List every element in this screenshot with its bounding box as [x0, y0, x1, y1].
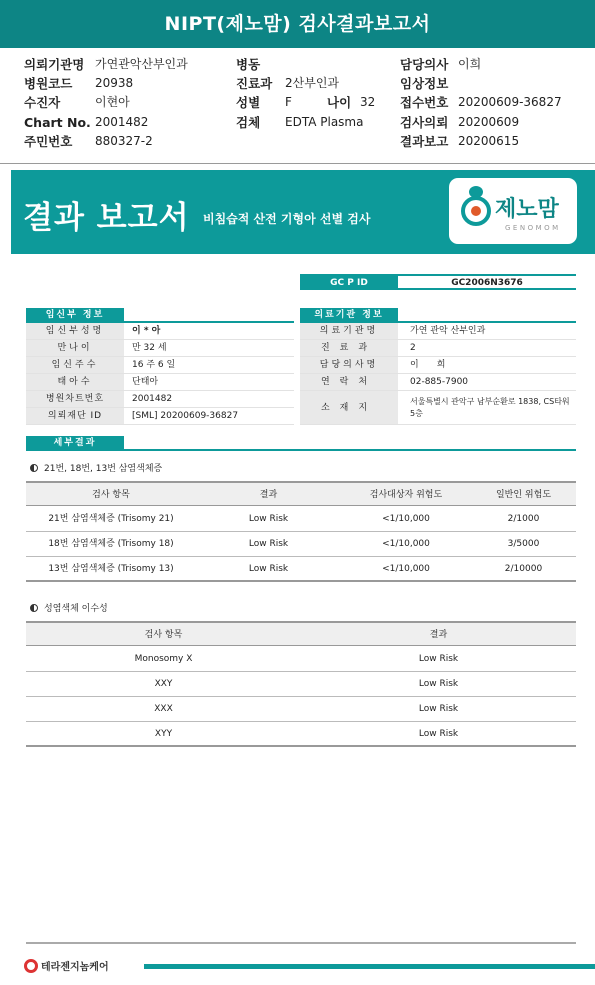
- institution-value: 02-885-7900: [410, 377, 469, 387]
- details-header-line: [26, 449, 576, 451]
- hospital-value: 가연관악산부인과: [95, 57, 188, 71]
- reception-label: 접수번호: [400, 95, 449, 110]
- logo-mother-icon: [461, 196, 491, 226]
- report-date-value: 20200615: [458, 134, 520, 148]
- table-cell: Low Risk: [248, 514, 289, 524]
- gcpid-value: GC2006N3676: [451, 278, 523, 288]
- result-banner: [11, 170, 595, 254]
- meta-divider: [0, 163, 595, 164]
- request-value: 20200609: [458, 115, 520, 129]
- specimen-label: 검체: [236, 115, 261, 130]
- patient-key: 임신부성명: [26, 323, 124, 339]
- rrn-label: 주민번호: [24, 134, 73, 149]
- table-header: [26, 481, 576, 506]
- code-label: 병원코드: [24, 76, 73, 91]
- institution-value: 가연 관악 산부인과: [410, 326, 486, 336]
- sex-label: 성별: [236, 95, 261, 110]
- footer-divider: [26, 942, 576, 944]
- patient-info-table: [26, 323, 294, 425]
- patient-value: 2001482: [132, 394, 173, 404]
- table-cell: 18번 삼염색체증 (Trisomy 18): [48, 539, 174, 549]
- institution-key: 진료과: [300, 340, 398, 356]
- section2-title: [30, 601, 108, 614]
- table-cell: <1/10,000: [382, 564, 430, 574]
- report-date-label: 결과보고: [400, 134, 449, 149]
- banner-title: 결과 보고서: [23, 200, 190, 236]
- institution-row: [300, 374, 576, 391]
- patient-key: 의뢰재단 ID: [26, 408, 124, 424]
- table-cell: Low Risk: [248, 539, 289, 549]
- patient-value: [SML] 20200609-36827: [132, 411, 239, 421]
- header-cell: 결과: [259, 490, 278, 500]
- logo-subtext: GENOMOM: [505, 224, 561, 232]
- table-cell: <1/10,000: [382, 514, 430, 524]
- report-title: NIPT(제노맘) 검사결과보고서: [0, 0, 595, 48]
- dept-value: 2산부인과: [285, 76, 340, 90]
- report-meta: [0, 52, 595, 162]
- table-cell: Low Risk: [418, 704, 459, 714]
- table-row: [26, 672, 576, 697]
- patient-value: 단태아: [132, 377, 159, 387]
- table-row: [26, 507, 576, 532]
- patient-value: 이 * 아: [132, 326, 161, 336]
- doctor-value: 이희: [458, 57, 482, 71]
- receiver-value: 이현아: [95, 95, 130, 109]
- table-cell: Monosomy X: [134, 654, 193, 664]
- patient-row: [26, 374, 294, 391]
- patient-row: [26, 323, 294, 340]
- institution-value: 이 희: [410, 360, 446, 370]
- sex-value: F: [285, 95, 292, 109]
- code-value: 20938: [95, 76, 134, 90]
- section2-title-text: 성염색체 이수성: [44, 604, 108, 614]
- patient-key: 태아수: [26, 374, 124, 390]
- table-cell: Low Risk: [418, 679, 459, 689]
- specimen-value: EDTA Plasma: [285, 115, 364, 129]
- header-cell: 검사 항목: [92, 490, 130, 500]
- patient-info-header: 임신부 정보: [26, 308, 124, 322]
- section1-title-text: 21번, 18번, 13번 삼염색체증: [44, 464, 163, 474]
- table-cell: Low Risk: [418, 729, 459, 739]
- company-name: 테라젠지놈케어: [41, 962, 109, 973]
- header-cell: 결과: [429, 630, 448, 640]
- clinical-label: 임상정보: [400, 76, 449, 91]
- table-cell: XXX: [154, 704, 173, 714]
- institution-value: 서울특별시 관악구 남부순환로 1838, CS타워 5층: [410, 397, 570, 418]
- age-value: 32: [360, 95, 376, 109]
- patient-value: 16 주 6 일: [132, 360, 176, 370]
- table-cell: 3/5000: [507, 539, 540, 549]
- patient-value: 만 32 세: [132, 343, 167, 353]
- table-row: [26, 647, 576, 672]
- patient-row: [26, 408, 294, 425]
- table-cell: 2/1000: [507, 514, 540, 524]
- table-cell: 2/10000: [504, 564, 543, 574]
- header-cell: 검사대상자 위험도: [369, 490, 443, 500]
- institution-row: [300, 340, 576, 357]
- table-cell: Low Risk: [418, 654, 459, 664]
- rrn-value: 880327-2: [95, 134, 153, 148]
- table-cell: XYY: [154, 729, 173, 739]
- patient-key: 만나이: [26, 340, 124, 356]
- patient-row: [26, 357, 294, 374]
- institution-key: 담당의사명: [300, 357, 398, 373]
- half-circle-bullet-icon: [30, 464, 38, 472]
- institution-info-header: 의료기관 정보: [300, 308, 398, 322]
- table-cell: XXY: [154, 679, 173, 689]
- patient-row: [26, 391, 294, 408]
- doctor-label: 담당의사: [400, 57, 449, 72]
- table-cell: 21번 삼염색체증 (Trisomy 21): [48, 514, 174, 524]
- logo-text: 제노맘: [495, 197, 559, 222]
- table-cell: <1/10,000: [382, 539, 430, 549]
- table-cell: 13번 삼염색체증 (Trisomy 13): [48, 564, 174, 574]
- ward-label: 병동: [236, 57, 261, 72]
- patient-row: [26, 340, 294, 357]
- institution-key: 의료기관명: [300, 323, 398, 339]
- genomom-logo: [449, 178, 577, 244]
- chart-label: Chart No.: [24, 115, 91, 130]
- header-cell: 일반인 위험도: [495, 490, 552, 500]
- table-row: [26, 557, 576, 582]
- gcpid-box: [300, 274, 576, 290]
- trisomy-table: [26, 481, 576, 582]
- receiver-label: 수진자: [24, 95, 61, 110]
- table-header: [26, 621, 576, 646]
- details-header: 세부결과: [26, 436, 124, 450]
- table-row: [26, 697, 576, 722]
- institution-row: [300, 323, 576, 340]
- institution-row: [300, 391, 576, 425]
- table-cell: Low Risk: [248, 564, 289, 574]
- institution-info-table: [300, 323, 576, 425]
- institution-value: 2: [410, 343, 416, 353]
- reception-value: 20200609-36827: [458, 95, 562, 109]
- company-logo-icon: [24, 959, 38, 973]
- sex-chromosome-table: [26, 621, 576, 748]
- request-label: 검사의뢰: [400, 115, 449, 130]
- institution-key: 연락처: [300, 374, 398, 390]
- header-cell: 검사 항목: [144, 630, 183, 640]
- hospital-label: 의뢰기관명: [24, 57, 85, 72]
- age-label: 나이: [327, 95, 352, 110]
- footer-accent-bar: [144, 964, 595, 969]
- table-row: [26, 722, 576, 747]
- chart-value: 2001482: [95, 115, 149, 129]
- banner-subtitle: 비침습적 산전 기형아 선별 검사: [203, 212, 371, 226]
- patient-key: 병원차트번호: [26, 391, 124, 407]
- table-row: [26, 532, 576, 557]
- dept-label: 진료과: [236, 76, 273, 91]
- section1-title: [30, 461, 162, 474]
- gcpid-label: GC P ID: [300, 276, 398, 290]
- half-circle-bullet-icon: [30, 604, 38, 612]
- institution-key: 소재지: [300, 391, 398, 424]
- company-logo: [24, 958, 109, 976]
- patient-key: 임신주수: [26, 357, 124, 373]
- institution-row: [300, 357, 576, 374]
